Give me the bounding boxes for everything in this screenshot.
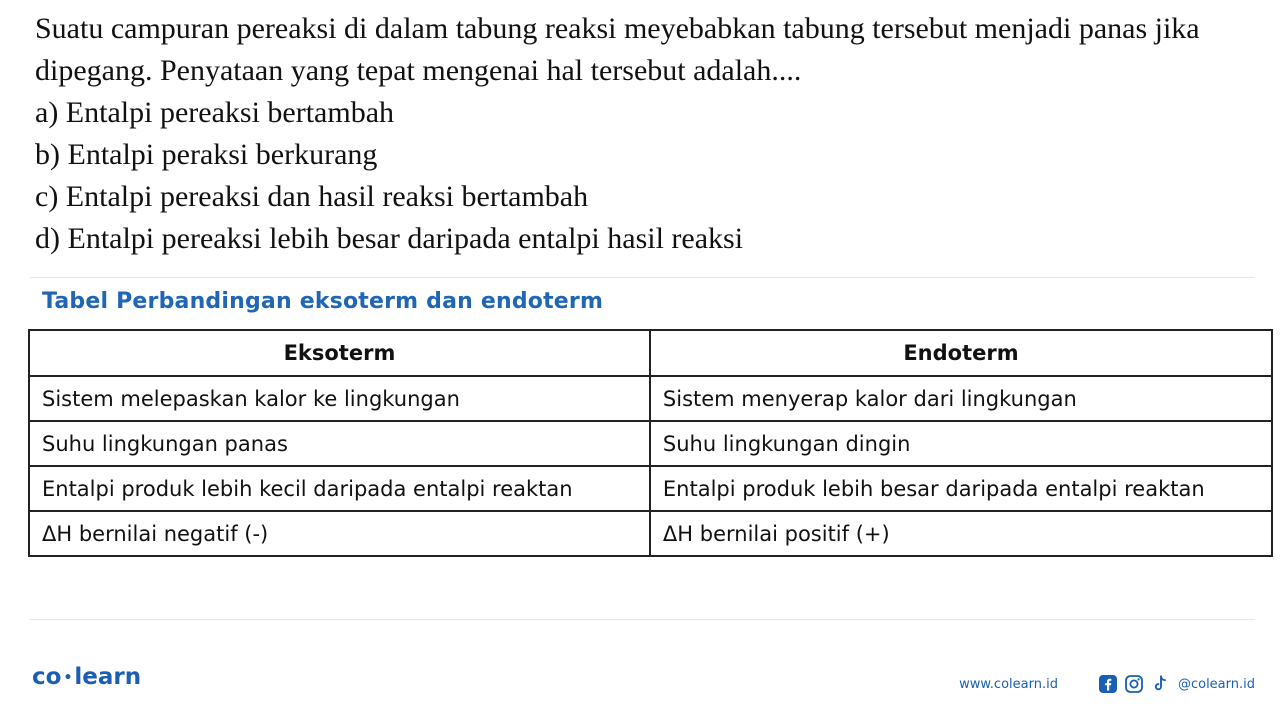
brand-co: co bbox=[32, 664, 62, 690]
option-b: b) Entalpi peraksi berkurang bbox=[35, 138, 378, 171]
table-cell: Suhu lingkungan panas bbox=[29, 421, 650, 466]
table-cell: ΔH bernilai negatif (-) bbox=[29, 511, 650, 556]
colearn-logo[interactable] bbox=[32, 664, 141, 690]
question-text: Suatu campuran pereaksi di dalam tabung reaksi meyebabkan tabung tersebut menjadi panas jika dipegang. Penyataan yang tepat mengenai hal tersebut adalah.... bbox=[35, 12, 1200, 87]
divider-top bbox=[30, 277, 1255, 278]
table-row bbox=[29, 466, 1272, 511]
option-d: d) Entalpi pereaksi lebih besar daripada entalpi hasil reaksi bbox=[35, 222, 744, 255]
divider-bottom bbox=[30, 619, 1255, 620]
question-block bbox=[35, 8, 1260, 260]
table-title: Tabel Perbandingan eksoterm dan endoterm bbox=[42, 289, 604, 314]
table-row bbox=[29, 511, 1272, 556]
table-cell: Entalpi produk lebih kecil daripada entalpi reaktan bbox=[29, 466, 650, 511]
table-cell: ΔH bernilai positif (+) bbox=[650, 511, 1272, 556]
comparison-table bbox=[28, 329, 1273, 557]
table-row bbox=[29, 376, 1272, 421]
social-handle[interactable]: @colearn.id bbox=[1177, 676, 1255, 692]
option-c: c) Entalpi pereaksi dan hasil reaksi bertambah bbox=[35, 180, 589, 213]
facebook-icon[interactable] bbox=[1098, 674, 1118, 694]
footer-links bbox=[959, 672, 1255, 696]
header-eksoterm: Eksoterm bbox=[29, 330, 650, 376]
tiktok-icon[interactable] bbox=[1150, 674, 1170, 694]
header-endoterm: Endoterm bbox=[650, 330, 1272, 376]
website-link[interactable]: www.colearn.id bbox=[959, 676, 1058, 692]
option-a: a) Entalpi pereaksi bertambah bbox=[35, 96, 395, 129]
table-header-row bbox=[29, 330, 1272, 376]
table-row bbox=[29, 421, 1272, 466]
instagram-icon[interactable] bbox=[1124, 674, 1144, 694]
table-cell: Entalpi produk lebih besar daripada entalpi reaktan bbox=[650, 466, 1272, 511]
table-cell: Sistem menyerap kalor dari lingkungan bbox=[650, 376, 1272, 421]
brand-dot: • bbox=[63, 669, 73, 686]
brand-learn: learn bbox=[74, 664, 142, 690]
table-cell: Suhu lingkungan dingin bbox=[650, 421, 1272, 466]
table-cell: Sistem melepaskan kalor ke lingkungan bbox=[29, 376, 650, 421]
